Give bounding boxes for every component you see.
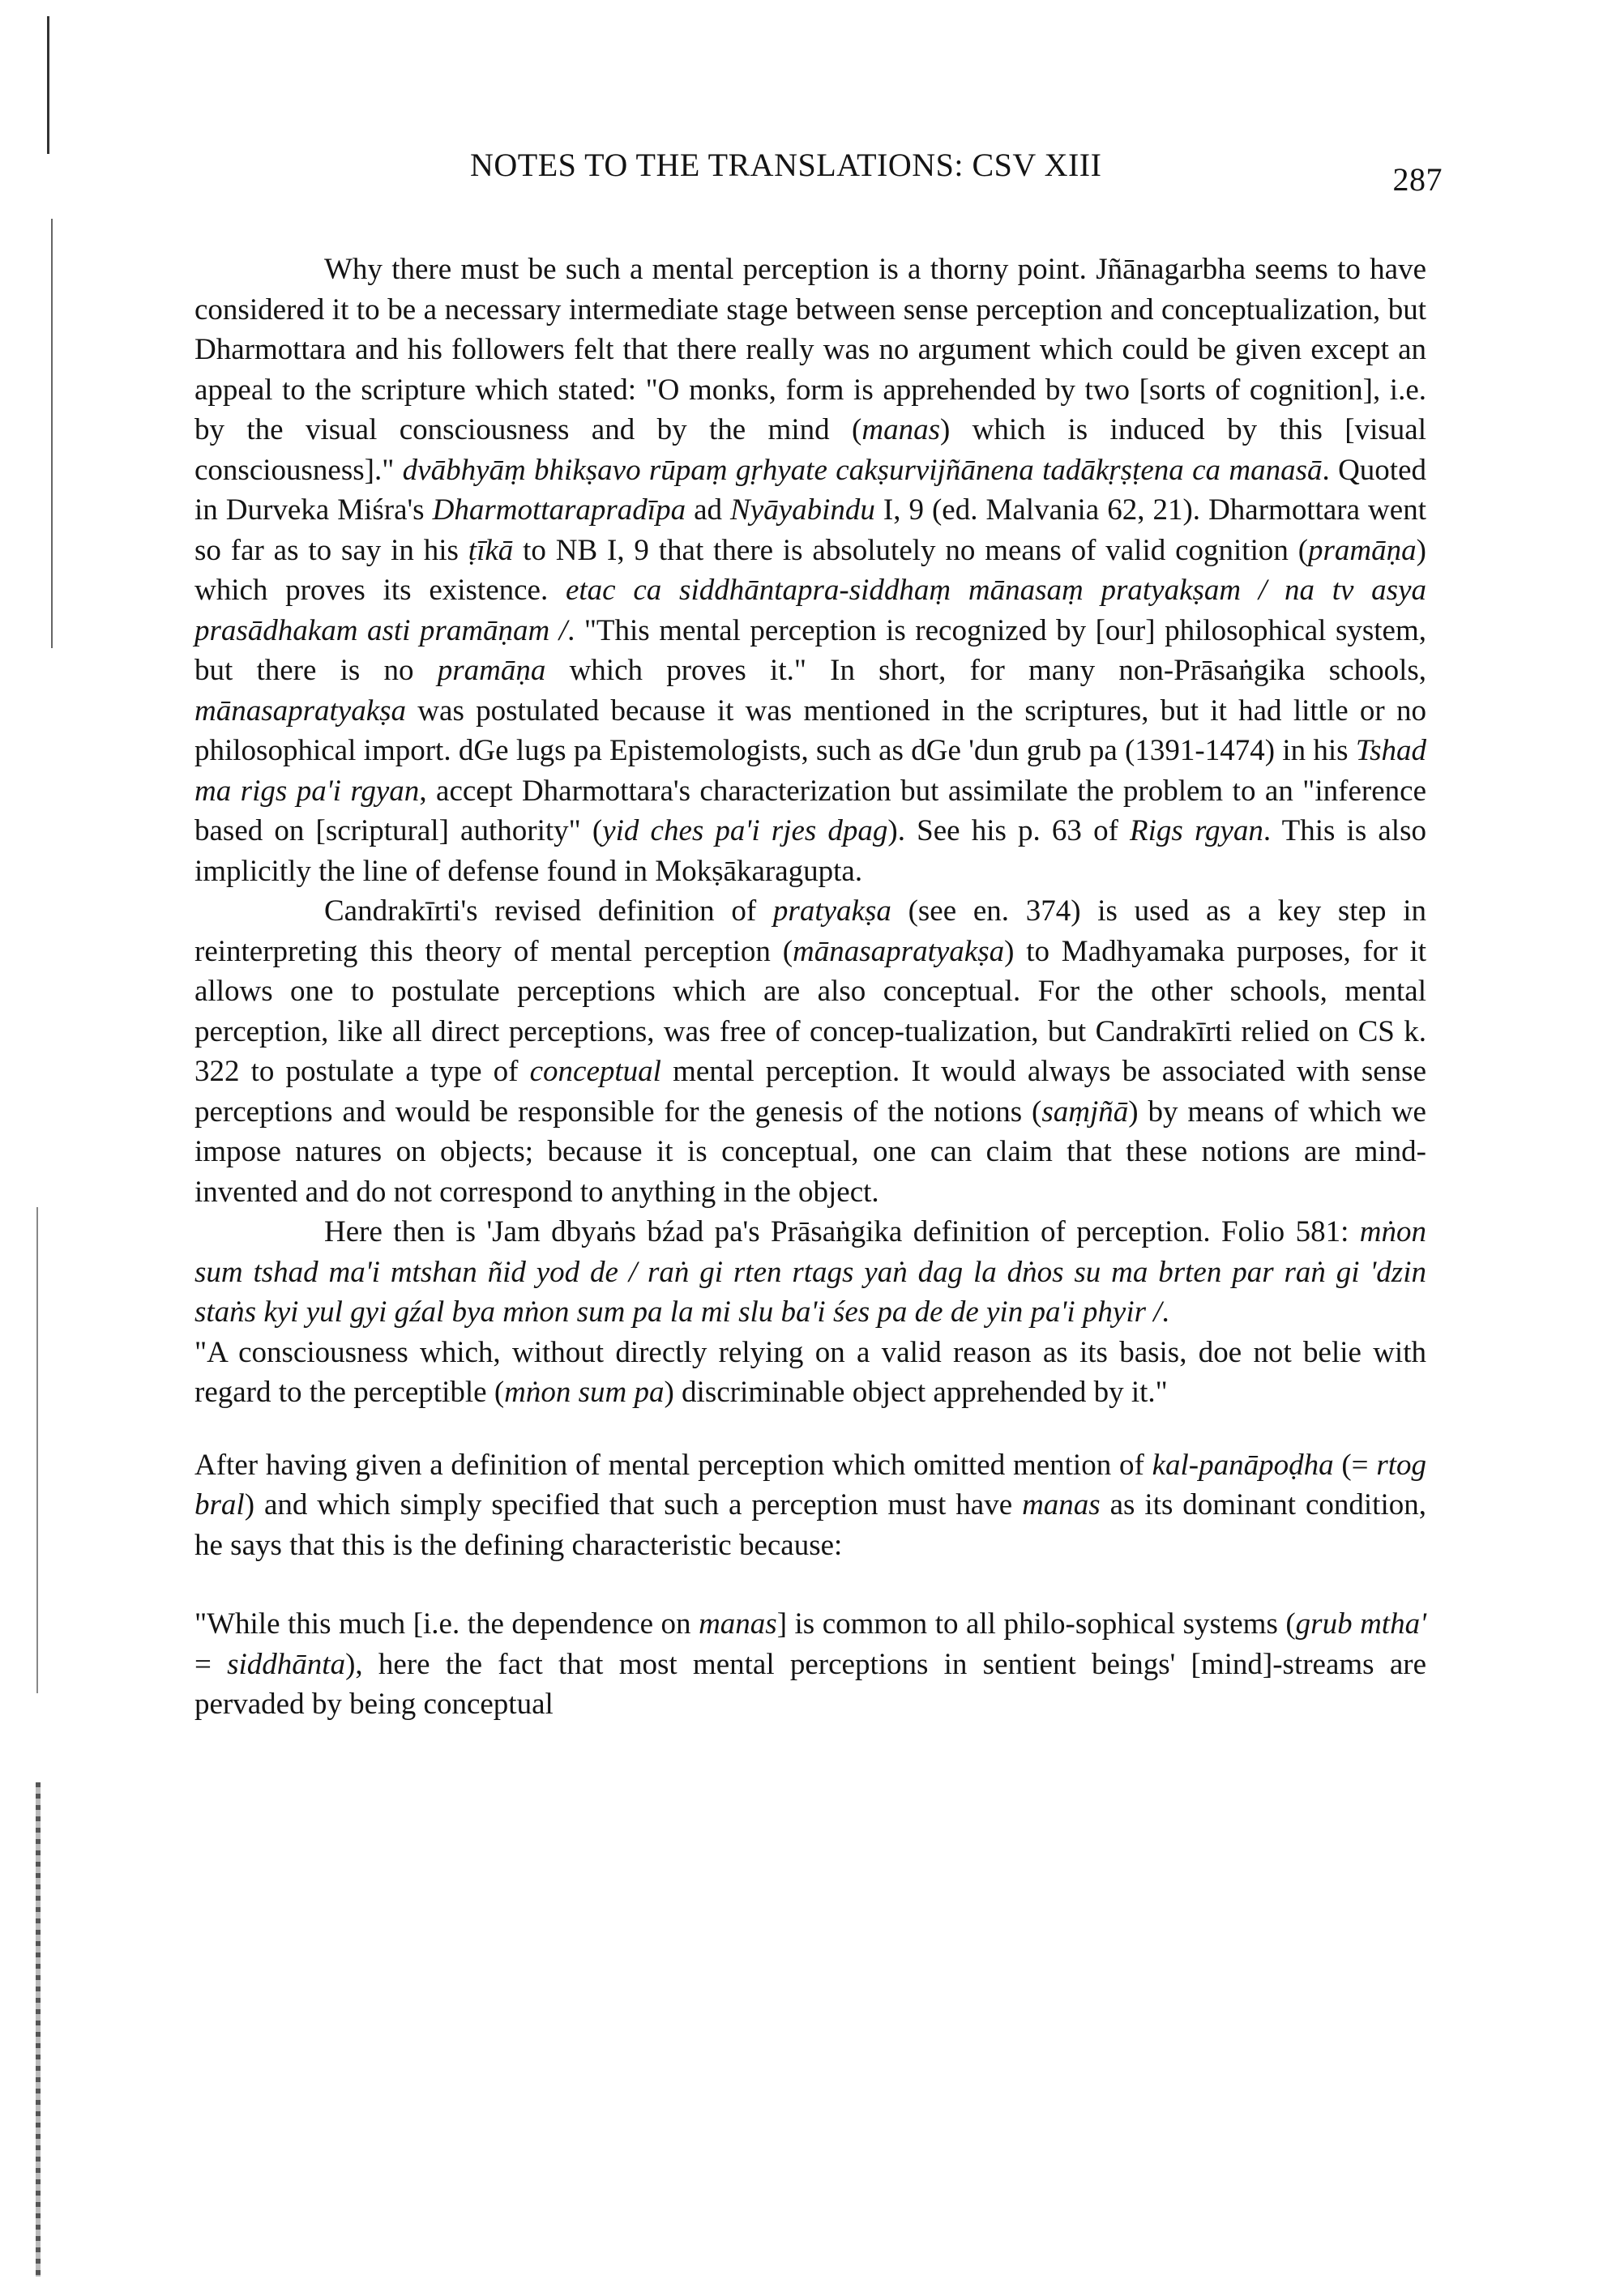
text-run: , accept Dharmottara's characterization but assimilate the problem to an "inference based on [scriptural] authority" ( bbox=[194, 774, 1426, 847]
text-run: . "This mental perception is recognized by [our] philosophical system, but there is no bbox=[194, 613, 1426, 687]
binding-shadow bbox=[36, 1207, 38, 1693]
text-run: ) and which simply specified that such a perception must have bbox=[244, 1488, 1023, 1521]
binding-shadow bbox=[36, 1782, 41, 2277]
text-run: Why there must be such a mental perception is a thorny point. Jñānagarbha seems to have considered it to be a necessary intermediate stage between sense perception and conceptualization, but Dharmottara and his followers felt that there really was no argument which could be given except an appeal to the scripture which stated: "O monks, form is apprehended by two [sorts of cognition], i.e. by the visual consciousness and by the mind ( bbox=[194, 253, 1426, 446]
italic-term: mṅon sum pa bbox=[504, 1376, 665, 1409]
text-run: ) to Madhyamaka purposes, for it allows one to postulate perceptions which are also conceptual. For the other schools, mental perception, like all direct perceptions, was free of concep-tualization, but Candrakīrti relied on CS k. 322 to postulate a type of bbox=[194, 934, 1426, 1088]
italic-term: manas bbox=[699, 1607, 777, 1641]
paragraph-3 bbox=[194, 1212, 1426, 1333]
text-run: "A consciousness which, without directly relying on a valid reason as its basis, doe not belie with regard to the perceptible ( bbox=[194, 1335, 1426, 1409]
paragraph-4 bbox=[194, 1445, 1426, 1566]
block-quote-2 bbox=[194, 1604, 1426, 1725]
italic-term: conceptual bbox=[529, 1055, 661, 1088]
text-run: ) by means of which we impose natures on objects; because it is conceptual, one can claim that these notions are mind-invented and do not correspond to anything in the object. bbox=[194, 1095, 1426, 1209]
italic-term: pratyakṣa bbox=[772, 894, 891, 928]
italic-term: mānasapratyakṣa bbox=[793, 934, 1005, 968]
binding-shadow bbox=[51, 219, 53, 648]
italic-term: ṭīkā bbox=[468, 533, 514, 567]
text-run: ad bbox=[686, 493, 731, 527]
text-run: "While this much [i.e. the dependence on bbox=[194, 1607, 699, 1641]
italic-term: Rigs rgyan bbox=[1130, 814, 1263, 847]
text-run: (= bbox=[1333, 1448, 1377, 1482]
italic-term: pramāṇa bbox=[1308, 533, 1417, 567]
text-run: ] is common to all philo-sophical systems ( bbox=[776, 1607, 1296, 1641]
text-run: as its dominant condition, he says that this is the defining characteristic because: bbox=[194, 1488, 1426, 1562]
italic-term: mānasapratyakṣa bbox=[194, 693, 407, 728]
italic-term: kal-panāpoḍha bbox=[1152, 1448, 1334, 1482]
italic-term: Dharmottarapradīpa bbox=[432, 493, 686, 527]
running-header bbox=[470, 146, 1443, 198]
italic-term: rtog bral bbox=[194, 1448, 1426, 1521]
text-run: (see en. 374) is used as a key step in reinterpreting this theory of mental perception ( bbox=[194, 894, 1426, 968]
text-run: ). See his p. 63 of bbox=[887, 814, 1131, 847]
page-number: 287 bbox=[1392, 161, 1443, 198]
text-run: ) which is induced by this [visual consciousness]." bbox=[194, 413, 1426, 487]
text-run: to NB I, 9 that there is absolutely no means of valid cognition ( bbox=[513, 533, 1309, 567]
italic-term: siddhānta bbox=[227, 1647, 346, 1681]
text-run: Candrakīrti's revised definition of bbox=[324, 894, 773, 928]
text-run: . This is also implicitly the line of defense found in Mokṣākaragupta. bbox=[194, 814, 1426, 888]
paragraph-2 bbox=[194, 891, 1426, 1212]
block-quote-1 bbox=[194, 1333, 1426, 1413]
running-title: NOTES TO THE TRANSLATIONS: CSV XIII bbox=[470, 147, 1102, 183]
italic-term: Nyāyabindu bbox=[730, 493, 875, 527]
main-text bbox=[194, 250, 1426, 1725]
text-run: ) which proves its existence. bbox=[194, 533, 1426, 607]
text-run: ) discriminable object apprehended by it." bbox=[664, 1376, 1168, 1409]
text-run: which proves it." In short, for many non-Prāsaṅgika schools, bbox=[545, 654, 1427, 687]
text-run: mental perception. It would always be associated with sense perceptions and would be responsible for the genesis of the notions ( bbox=[194, 1055, 1426, 1129]
text-run: was postulated because it was mentioned in the scriptures, but it had little or no philosophical import. dGe lugs pa Epistemologists, such as dGe 'dun grub pa (1391-1474) in his bbox=[194, 693, 1426, 767]
text-run: . Quoted in Durveka Miśra's bbox=[194, 453, 1426, 527]
text-run: Here then is 'Jam dbyaṅs bźad pa's Prāsaṅgika definition of perception. Folio 581: bbox=[324, 1215, 1360, 1248]
italic-term: etac ca siddhāntapra-siddhaṃ mānasaṃ pratyakṣam / na tv asya prasādhakam asti pramāṇam / bbox=[194, 574, 1426, 647]
paragraph-1 bbox=[194, 250, 1426, 891]
italic-term: manas bbox=[861, 413, 940, 446]
italic-term: Tshad ma rigs pa'i rgyan bbox=[194, 734, 1426, 808]
text-run: After having given a definition of mental perception which omitted mention of bbox=[194, 1448, 1152, 1482]
text-run: ), here the fact that most mental perceptions in sentient beings' [mind]-streams are pervaded by being conceptual bbox=[194, 1647, 1426, 1721]
italic-term: mṅon sum tshad ma'i mtshan ñid yod de / raṅ gi rten rtags yaṅ dag la dṅos su ma brten par raṅ gi 'dzin staṅs kyi yul gyi gźal bya mṅon sum pa la mi slu ba'i śes pa de de yin pa'i phyir / bbox=[194, 1215, 1426, 1329]
italic-term: dvābhyāṃ bhikṣavo rūpaṃ gṛhyate cakṣurvijñānena tadākṛṣṭena ca manasā bbox=[402, 453, 1323, 487]
text-run: I, 9 (ed. Malvania 62, 21). Dharmottara went so far as to say in his bbox=[194, 493, 1426, 567]
italic-term: pramāṇa bbox=[437, 654, 546, 687]
binding-shadow bbox=[47, 16, 49, 154]
italic-term: grub mtha' bbox=[1295, 1607, 1426, 1641]
italic-term: yid ches pa'i rjes dpag bbox=[602, 814, 888, 847]
text-run: = bbox=[194, 1647, 228, 1681]
italic-term: saṃjñā bbox=[1041, 1095, 1129, 1129]
italic-term: manas bbox=[1022, 1488, 1101, 1521]
text-run: . bbox=[1161, 1295, 1169, 1329]
